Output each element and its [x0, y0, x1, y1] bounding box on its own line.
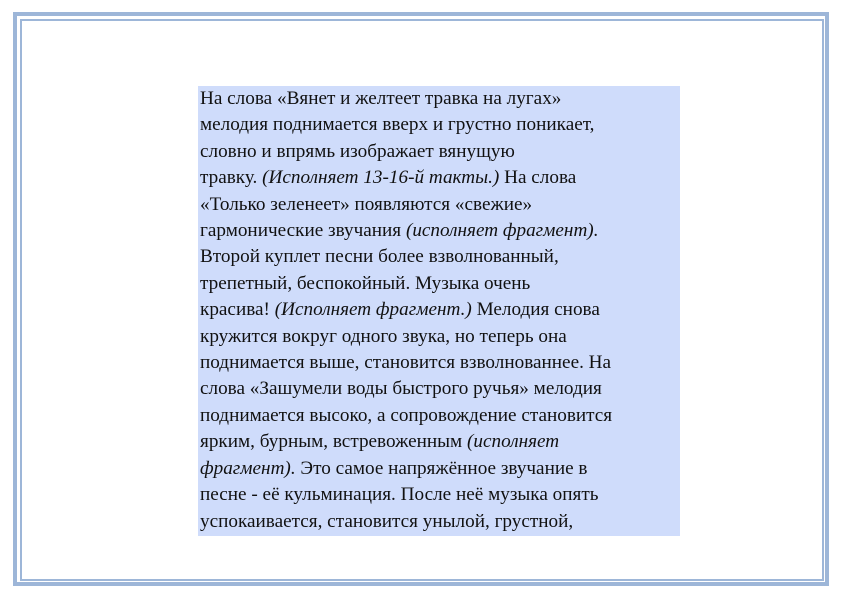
text-line	[200, 350, 678, 376]
italic-remark: (Исполняет фрагмент.)	[274, 299, 472, 321]
italic-remark: фрагмент).	[200, 457, 296, 479]
text-line	[200, 86, 678, 112]
text-run: мелодия поднимается вверх и грустно поникает,	[200, 114, 595, 136]
text-line	[200, 165, 678, 191]
text-line	[200, 456, 678, 482]
text-run: Второй куплет песни более взволнованный,	[200, 246, 559, 268]
text-line	[200, 403, 678, 429]
text-run: «Только зеленеет» появляются «свежие»	[200, 193, 533, 215]
text-run: травку.	[200, 167, 263, 189]
text-line	[200, 509, 678, 535]
text-run: успокаивается, становится унылой, грустной,	[200, 510, 574, 532]
text-run: песне - её кульминация. После неё музыка опять	[200, 484, 599, 506]
text-run: На слова «Вянет и желтеет травка на лугах»	[200, 88, 562, 109]
text-run: На слова	[499, 167, 577, 189]
text-line	[200, 376, 678, 402]
text-line	[200, 112, 678, 138]
text-run: поднимается выше, становится взволнованнее. На	[200, 352, 612, 374]
italic-remark: (исполняет	[467, 431, 560, 453]
text-line	[200, 482, 678, 508]
text-run: Мелодия снова	[471, 299, 600, 321]
text-run: слова «Зашумели воды быстрого ручья» мелодия	[200, 378, 602, 400]
text-line	[200, 429, 678, 455]
text-run: красива!	[200, 299, 275, 321]
text-run: трепетный, беспокойный. Музыка очень	[200, 272, 531, 294]
text-line	[200, 218, 678, 244]
text-run: кружится вокруг одного звука, но теперь она	[200, 325, 567, 347]
text-line	[200, 192, 678, 218]
text-run: Это самое напряжённое звучание в	[295, 457, 588, 479]
italic-remark: (исполняет фрагмент).	[405, 220, 599, 242]
text-run: гармонические звучания	[200, 220, 406, 242]
text-line	[200, 297, 678, 323]
text-line	[200, 244, 678, 270]
text-run: словно и впрямь изображает вянущую	[200, 140, 515, 162]
text-line	[200, 324, 678, 350]
text-run: ярким, бурным, встревоженным	[200, 431, 467, 453]
text-line	[200, 271, 678, 297]
italic-remark: (Исполняет 13-16-й такты.)	[262, 167, 500, 189]
text-line	[200, 139, 678, 165]
text-block	[198, 86, 680, 536]
text-run: поднимается высоко, а сопровождение становится	[200, 404, 613, 426]
